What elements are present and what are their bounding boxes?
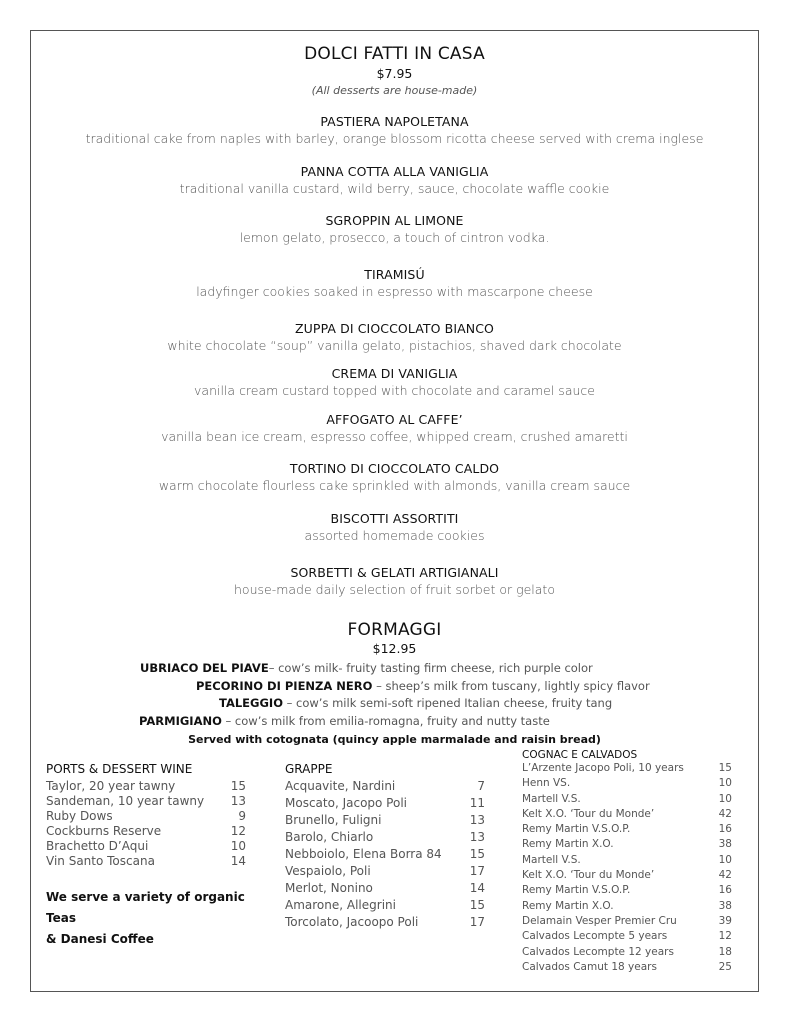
list-item [285,813,485,830]
dessert-desc: vanilla cream custard topped with chocolate and caramel sauce [194,383,595,398]
list-item [46,854,246,869]
item-price: 13 [230,794,246,808]
grappe-section [285,762,485,932]
item-price: 17 [469,864,485,878]
list-item [285,915,485,932]
cheese-item [196,679,650,693]
item-name: Sandeman, 10 year tawny [46,794,205,808]
item-price: 12 [718,930,732,943]
list-item [522,838,732,853]
list-item [522,946,732,961]
list-item [522,793,732,808]
item-name: Kelt X.O. ‘Tour du Monde’ [522,807,655,820]
item-name: Vespaiolo, Poli [285,864,371,878]
formaggi-price: $12.95 [372,641,417,656]
tea-coffee-note-line1: We serve a variety of organic Teas [46,890,245,925]
item-price: 15 [469,898,485,912]
item-name: Amarone, Allegrini [285,898,396,912]
dessert-name: CREMA DI VANIGLIA [331,366,458,381]
dessert-name: AFFOGATO AL CAFFE’ [326,412,463,427]
list-item [285,796,485,813]
dessert-desc: house-made daily selection of fruit sorbet or gelato [234,582,555,597]
item-name: Merlot, Nonino [285,881,373,895]
item-price: 16 [718,823,732,836]
list-item [285,898,485,915]
cognac-title: COGNAC E CALVADOS [522,749,638,761]
cheese-item [219,696,612,710]
cheese-name: PARMIGIANO [139,714,222,728]
list-item [522,777,732,792]
list-item [285,830,485,847]
item-name: L’Arzente Jacopo Poli, 10 years [522,762,684,774]
dessert-desc: vanilla bean ice cream, espresso coffee, whipped cream, crushed amaretti [161,429,628,444]
dessert-name: TORTINO DI CIOCCOLATO CALDO [289,461,500,476]
item-price: 38 [718,899,732,912]
item-name: Brunello, Fuligni [285,813,382,827]
item-price: 15 [230,779,246,793]
item-price: 16 [718,884,732,897]
item-name: Henn VS. [522,777,571,790]
dessert-desc: warm chocolate flourless cake sprinkled with almonds, vanilla cream sauce [158,478,631,493]
item-name: Martell V.S. [522,853,581,866]
item-name: Brachetto D’Aqui [46,839,149,853]
list-item [522,854,732,869]
ports-section [46,762,246,950]
dessert-name: SGROPPIN AL LIMONE [325,213,464,228]
item-price: 13 [469,813,485,827]
cheese-served-note: Served with cotognata (quincy apple marmalade and raisin bread) [188,733,601,746]
item-name: Calvados Lecompte 5 years [522,930,668,943]
cheese-desc: – cow’s milk from emilia-romagna, fruity and nutty taste [221,714,550,728]
cheese-name: PECORINO DI PIENZA NERO [196,679,373,693]
dessert-desc: traditional cake from naples with barley, orange blossom ricotta cheese served with crema inglese [85,131,704,146]
list-item [46,794,246,809]
cheese-item [140,661,593,675]
item-name: Remy Martin X.O. [522,838,614,851]
dessert-desc: ladyfinger cookies soaked in espresso with mascarpone cheese [196,284,593,299]
dessert-desc: assorted homemade cookies [304,528,485,543]
dessert-name: PASTIERA NAPOLETANA [320,114,469,129]
list-item [46,824,246,839]
dessert-name: TIRAMISÚ [364,267,425,282]
item-name: Moscato, Jacopo Poli [285,796,407,810]
item-price: 10 [718,853,732,866]
item-name: Calvados Lecompte 12 years [522,945,674,958]
tea-coffee-note-line2: & Danesi Coffee [46,932,154,946]
dolci-title: DOLCI FATTI IN CASA [304,44,485,64]
list-item [522,930,732,945]
item-price: 25 [718,960,732,973]
item-price: 14 [230,854,246,868]
item-name: Ruby Dows [46,809,113,823]
dolci-price: $7.95 [376,66,413,81]
dolci-note: (All desserts are house-made) [311,84,478,97]
dessert-desc: white chocolate “soup” vanilla gelato, pistachios, shaved dark chocolate [167,338,622,353]
dessert-name: ZUPPA DI CIOCCOLATO BIANCO [295,321,494,336]
item-name: Acquavite, Nardini [285,779,396,793]
item-name: Calvados Camut 18 years [522,960,657,973]
item-price: 12 [230,824,246,838]
item-name: Martell V.S. [522,792,581,805]
item-name: Remy Martin V.S.O.P. [522,884,631,897]
item-name: Nebboiolo, Elena Borra 84 [285,847,442,861]
formaggi-title: FORMAGGI [347,620,442,640]
cheese-desc: – cow’s milk- fruity tasting firm cheese, rich purple color [268,661,593,675]
item-name: Delamain Vesper Premier Cru [522,914,677,927]
item-price: 18 [718,945,732,958]
cognac-section [522,749,732,976]
ports-title: PORTS & DESSERT WINE [46,762,193,776]
item-name: Vin Santo Toscana [46,854,155,868]
item-price: 10 [230,839,246,853]
cheese-item [139,714,550,728]
dessert-desc: lemon gelato, prosecco, a touch of cintron vodka. [239,230,550,245]
cheese-name: TALEGGIO [219,696,283,710]
list-item [522,808,732,823]
list-item [522,762,732,777]
dessert-name: PANNA COTTA ALLA VANIGLIA [300,164,489,179]
list-item [522,869,732,884]
cheese-desc: – cow’s milk semi-soft ripened Italian cheese, fruity tang [282,696,613,710]
item-price: 38 [718,838,732,851]
item-name: Taylor, 20 year tawny [46,779,176,793]
grappe-title: GRAPPE [285,762,333,776]
list-item [285,847,485,864]
list-item [285,779,485,796]
list-item [285,864,485,881]
item-price: 39 [718,914,732,927]
item-price: 7 [477,779,485,793]
item-price: 13 [469,830,485,844]
list-item [46,779,246,794]
item-name: Kelt X.O. ‘Tour du Monde’ [522,869,655,882]
cheese-desc: – sheep’s milk from tuscany, lightly spicy flavor [372,679,650,693]
item-name: Torcolato, Jacoopo Poli [285,915,419,929]
list-item [46,839,246,854]
dessert-name: BISCOTTI ASSORTITI [330,511,459,526]
item-price: 17 [469,915,485,929]
item-name: Barolo, Chiarlo [285,830,374,844]
item-price: 15 [718,762,732,774]
list-item [522,884,732,899]
dessert-desc: traditional vanilla custard, wild berry, sauce, chocolate waffle cookie [179,181,610,196]
list-item [522,915,732,930]
list-item [522,961,732,976]
list-item [522,823,732,838]
item-price: 42 [718,869,732,882]
item-name: Remy Martin X.O. [522,899,614,912]
list-item [46,809,246,824]
cheese-name: UBRIACO DEL PIAVE [140,661,269,675]
item-price: 10 [718,792,732,805]
dessert-name: SORBETTI & GELATI ARTIGIANALI [290,565,499,580]
item-name: Cockburns Reserve [46,824,162,838]
list-item [285,881,485,898]
item-name: Remy Martin V.S.O.P. [522,823,631,836]
item-price: 42 [718,807,732,820]
item-price: 11 [469,796,485,810]
item-price: 10 [718,777,732,790]
item-price: 15 [469,847,485,861]
item-price: 14 [469,881,485,895]
item-price: 9 [238,809,246,823]
list-item [522,900,732,915]
